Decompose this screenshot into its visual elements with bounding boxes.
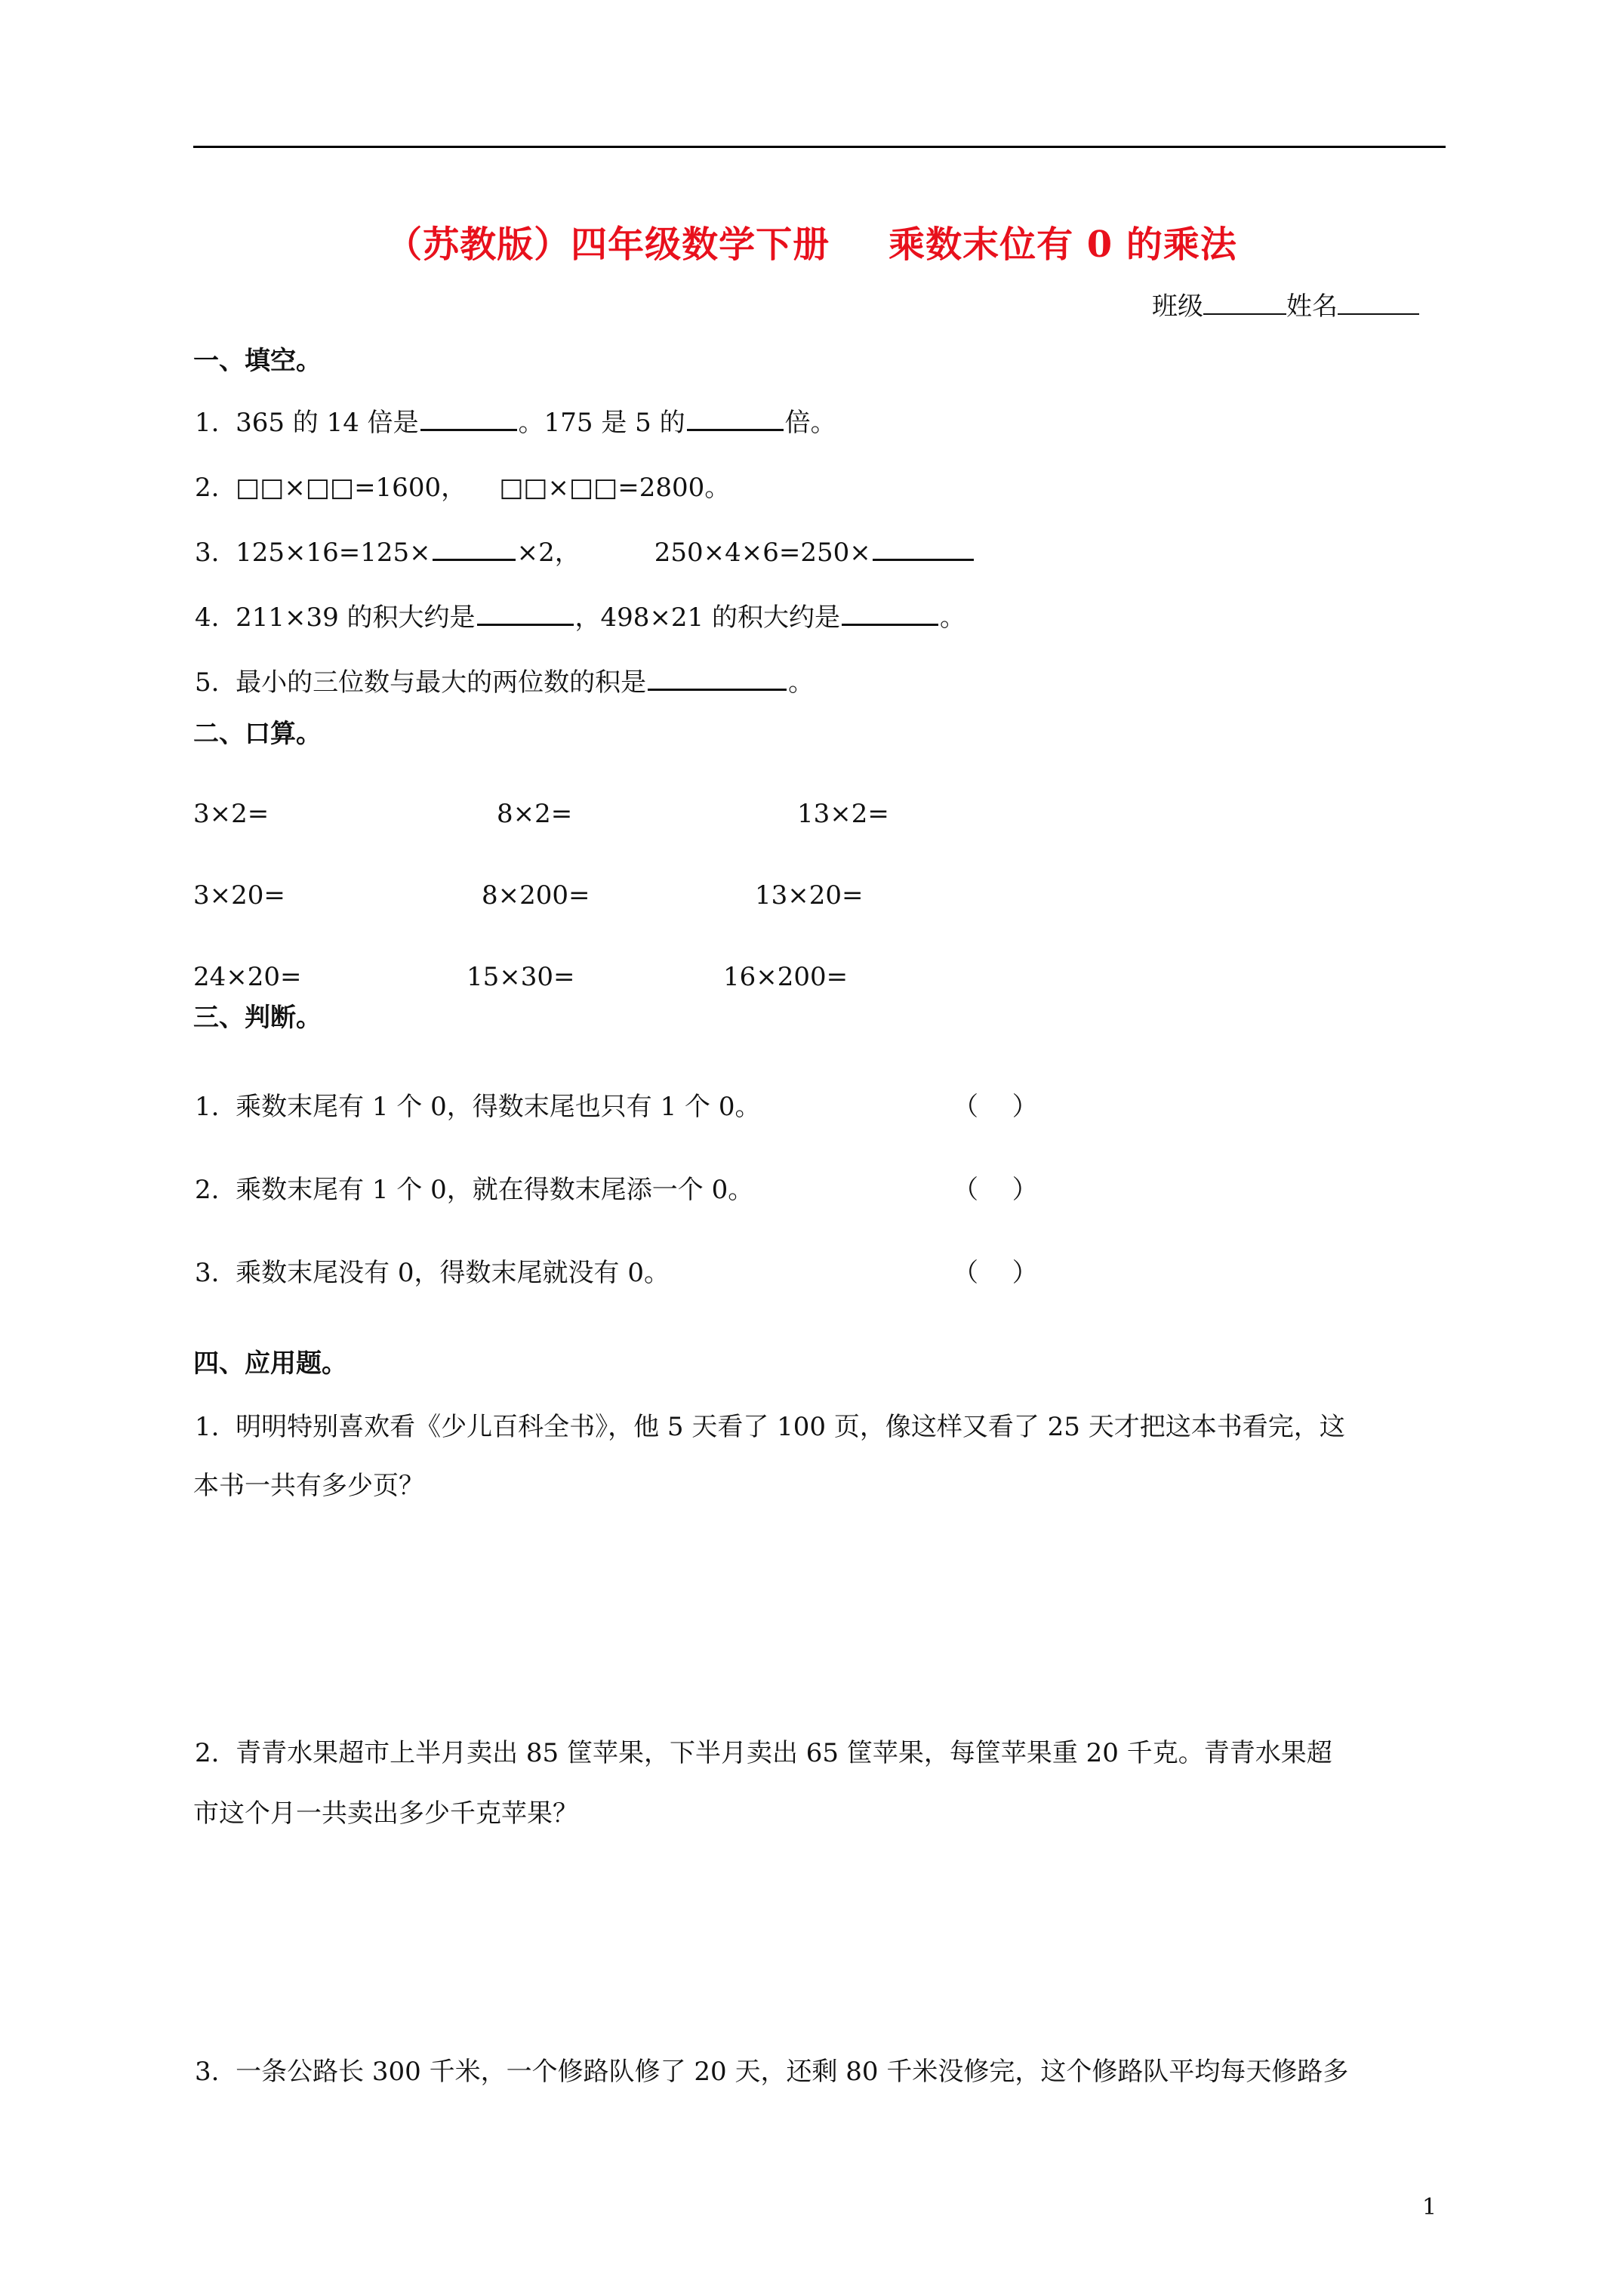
- answer-blank[interactable]: [873, 536, 974, 561]
- judge-answer-box[interactable]: （ ）: [953, 1258, 1038, 1288]
- question-text: 365 的 14 倍是: [236, 408, 419, 438]
- question-text: 倍。: [784, 408, 836, 438]
- fill-question-3: [195, 536, 975, 569]
- mental-item: 13×2=: [797, 799, 889, 829]
- question-number: 3.: [195, 538, 220, 568]
- student-info: [1152, 290, 1419, 323]
- page-title: [0, 215, 1623, 267]
- mental-item: 15×30=: [467, 962, 575, 992]
- question-text: 。: [788, 667, 815, 698]
- question-text: □□×□□=2800。: [499, 473, 731, 503]
- question-text: 乘数末尾有 1 个 0，得数末尾也只有 1 个 0。: [236, 1092, 761, 1122]
- question-number: 1.: [195, 1092, 220, 1122]
- question-number: 3.: [195, 2057, 220, 2087]
- mental-item: 8×200=: [482, 880, 590, 911]
- answer-blank[interactable]: [687, 406, 784, 431]
- question-text: 。: [940, 603, 966, 633]
- fill-question-1: [195, 406, 836, 439]
- question-text: 乘数末尾没有 0，得数末尾就没有 0。: [236, 1258, 670, 1288]
- fill-question-5: [195, 666, 814, 699]
- answer-blank[interactable]: [420, 406, 517, 431]
- name-label: 姓名: [1286, 291, 1338, 322]
- question-text: 。175 是 5 的: [518, 408, 685, 438]
- section-fill-blank: 一、填空。: [193, 346, 322, 376]
- question-text: □□×□□=1600，: [236, 473, 467, 503]
- header-rule: [193, 146, 1446, 148]
- question-text: 明明特别喜欢看《少儿百科全书》，他 5 天看了 100 页，像这样又看了 25 天才把这本书看完，这: [236, 1412, 1345, 1442]
- judge-question-1: [195, 1090, 760, 1123]
- title-part-2: 乘数末位有 0 的乘法: [888, 223, 1237, 266]
- fill-question-2: [195, 471, 730, 504]
- question-number: 4.: [195, 603, 220, 633]
- answer-blank[interactable]: [477, 601, 574, 626]
- section-mental-math: 二、口算。: [193, 719, 322, 749]
- question-text-continued: 本书一共有多少页？: [193, 1471, 424, 1501]
- question-text: 211×39 的积大约是: [236, 603, 476, 633]
- name-blank[interactable]: [1338, 291, 1419, 315]
- mental-item: 8×2=: [497, 799, 573, 829]
- judge-answer-box[interactable]: （ ）: [953, 1175, 1038, 1205]
- question-text: 青青水果超市上半月卖出 85 筐苹果，下半月卖出 65 筐苹果，每筐苹果重 20 千克。青青水果超: [236, 1738, 1332, 1768]
- page-number: 1: [1422, 2194, 1437, 2220]
- class-blank[interactable]: [1203, 291, 1286, 315]
- question-number: 1.: [195, 1412, 220, 1442]
- question-number: 5.: [195, 667, 220, 698]
- answer-blank[interactable]: [648, 666, 787, 691]
- section-judge: 三、判断。: [193, 1003, 322, 1033]
- mental-item: 13×20=: [755, 880, 864, 911]
- question-text: 125×16=125×: [236, 538, 431, 568]
- class-label: 班级: [1152, 291, 1203, 322]
- fill-question-4: [195, 601, 965, 634]
- title-part-1: （苏教版）四年级数学下册: [386, 223, 830, 266]
- question-text: 250×4×6=250×: [654, 538, 871, 568]
- application-question-3: [195, 2055, 1348, 2088]
- answer-blank[interactable]: [842, 601, 938, 626]
- judge-question-2: [195, 1173, 753, 1207]
- section-application: 四、应用题。: [193, 1348, 347, 1379]
- question-number: 3.: [195, 1258, 220, 1288]
- question-number: 2.: [195, 473, 220, 503]
- mental-item: 24×20=: [193, 962, 302, 992]
- question-text-continued: 市这个月一共卖出多少千克苹果？: [193, 1798, 578, 1829]
- question-text: 最小的三位数与最大的两位数的积是: [236, 667, 647, 698]
- judge-answer-box[interactable]: （ ）: [953, 1092, 1038, 1122]
- judge-question-3: [195, 1256, 670, 1290]
- application-question-2: [195, 1737, 1332, 1770]
- question-number: 1.: [195, 408, 220, 438]
- mental-item: 3×20=: [193, 880, 285, 911]
- question-text: ×2，: [516, 538, 581, 568]
- question-text: 乘数末尾有 1 个 0，就在得数末尾添一个 0。: [236, 1175, 754, 1205]
- application-question-1: [195, 1410, 1345, 1444]
- question-number: 2.: [195, 1738, 220, 1768]
- answer-blank[interactable]: [433, 536, 516, 561]
- mental-item: 3×2=: [193, 799, 269, 829]
- mental-item: 16×200=: [723, 962, 848, 992]
- question-text: 一条公路长 300 千米，一个修路队修了 20 天，还剩 80 千米没修完，这个修路队平均每天修路多: [236, 2057, 1349, 2087]
- question-text: ，498×21 的积大约是: [574, 603, 841, 633]
- question-number: 2.: [195, 1175, 220, 1205]
